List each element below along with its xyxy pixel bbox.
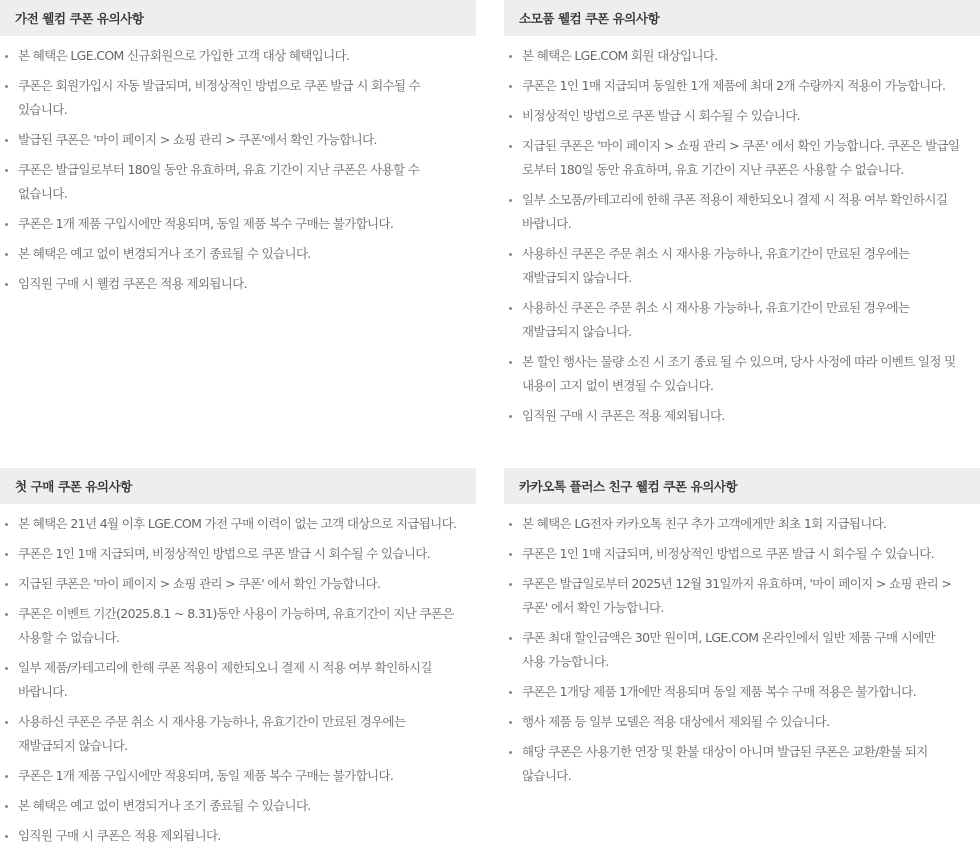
notice-item <box>504 626 980 674</box>
bullet-icon <box>5 613 8 616</box>
bullet-icon <box>5 523 8 526</box>
notice-item <box>0 542 476 566</box>
welcome-appliance-coupon-notice <box>0 0 476 302</box>
bullet-icon <box>509 721 512 724</box>
notice-item <box>504 134 980 182</box>
notice-item <box>504 296 980 344</box>
notice-text: 본 할인 행사는 물량 소진 시 조기 종료 될 수 있으며, 당사 사정에 따라 이벤트 일정 및 내용이 고지 없이 변경될 수 있습니다. <box>522 354 956 393</box>
panel-header <box>0 468 476 504</box>
notice-text: 본 혜택은 LGE.COM 회원 대상입니다. <box>522 48 718 63</box>
panel-header <box>504 468 980 504</box>
notice-text: 쿠폰은 1개 제품 구입시에만 적용되며, 동일 제품 복수 구매는 불가합니다. <box>18 216 394 231</box>
notice-text: 지급된 쿠폰은 '마이 페이지 > 쇼핑 관리 > 쿠폰' 에서 확인 가능합니다. <box>18 576 381 591</box>
bullet-icon <box>5 223 8 226</box>
bullet-icon <box>5 55 8 58</box>
notice-item <box>0 794 476 818</box>
bullet-icon <box>5 553 8 556</box>
notice-item <box>0 242 476 266</box>
notice-text: 쿠폰 최대 할인금액은 30만 원이며, LGE.COM 온라인에서 일반 제품 구매 시에만 사용 가능합니다. <box>522 630 935 669</box>
bullet-icon <box>509 253 512 256</box>
notice-item <box>0 602 476 650</box>
notice-text: 일부 소모품/카테고리에 한해 쿠폰 적용이 제한되오니 결제 시 적용 여부 확인하시길 바랍니다. <box>522 192 948 231</box>
panel-title: 카카오톡 플러스 친구 웰컴 쿠폰 유의사항 <box>519 479 738 494</box>
bullet-icon <box>5 139 8 142</box>
notice-list <box>504 504 980 788</box>
notice-item <box>0 710 476 758</box>
notice-list <box>0 36 476 296</box>
notice-item <box>504 350 980 398</box>
notice-text: 사용하신 쿠폰은 주문 취소 시 재사용 가능하나, 유효기간이 만료된 경우에는 재발급되지 않습니다. <box>522 300 910 339</box>
notice-text: 사용하신 쿠폰은 주문 취소 시 재사용 가능하나, 유효기간이 만료된 경우에는 재발급되지 않습니다. <box>18 714 406 753</box>
notice-item <box>504 104 980 128</box>
notice-item <box>0 572 476 596</box>
panel-header <box>0 0 476 36</box>
notice-text: 쿠폰은 1개당 제품 1개에만 적용되며 동일 제품 복수 구매 적용은 불가합니다. <box>522 684 916 699</box>
notice-text: 임직원 구매 시 쿠폰은 적용 제외됩니다. <box>18 828 221 843</box>
notice-text: 쿠폰은 발급일로부터 2025년 12월 31일까지 유효하며, '마이 페이지 > 쇼핑 관리 > 쿠폰' 에서 확인 가능합니다. <box>522 576 952 615</box>
panel-header <box>504 0 980 36</box>
notice-list <box>0 504 476 848</box>
bullet-icon <box>5 85 8 88</box>
notice-text: 본 혜택은 예고 없이 변경되거나 조기 종료될 수 있습니다. <box>18 798 311 813</box>
consumable-welcome-coupon-notice <box>504 0 980 434</box>
bullet-icon <box>509 415 512 418</box>
notice-item <box>504 242 980 290</box>
notice-text: 사용하신 쿠폰은 주문 취소 시 재사용 가능하나, 유효기간이 만료된 경우에는 재발급되지 않습니다. <box>522 246 910 285</box>
panel-title: 소모품 웰컴 쿠폰 유의사항 <box>519 11 660 26</box>
bullet-icon <box>509 637 512 640</box>
bullet-icon <box>509 751 512 754</box>
notice-text: 행사 제품 등 일부 모델은 적용 대상에서 제외될 수 있습니다. <box>522 714 830 729</box>
notice-text: 쿠폰은 1인 1매 지급되며 동일한 1개 제품에 최대 2개 수량까지 적용이 가능합니다. <box>522 78 946 93</box>
notice-item <box>504 188 980 236</box>
bullet-icon <box>509 307 512 310</box>
notice-item <box>0 74 476 122</box>
bullet-icon <box>509 115 512 118</box>
notice-text: 본 혜택은 예고 없이 변경되거나 조기 종료될 수 있습니다. <box>18 246 311 261</box>
bullet-icon <box>509 85 512 88</box>
notice-item <box>504 542 980 566</box>
first-purchase-coupon-notice <box>0 468 476 854</box>
panel-title: 가전 웰컴 쿠폰 유의사항 <box>15 11 144 26</box>
bullet-icon <box>5 283 8 286</box>
notice-text: 쿠폰은 이벤트 기간(2025.8.1 ~ 8.31)동안 사용이 가능하며, 유효기간이 지난 쿠폰은 사용할 수 없습니다. <box>18 606 454 645</box>
bullet-icon <box>509 553 512 556</box>
notice-item <box>0 824 476 848</box>
bullet-icon <box>509 583 512 586</box>
notice-item <box>504 44 980 68</box>
notice-text: 쿠폰은 발급일로부터 180일 동안 유효하며, 유효 기간이 지난 쿠폰은 사용할 수 없습니다. <box>18 162 420 201</box>
notice-list <box>504 36 980 428</box>
notice-item <box>0 128 476 152</box>
bullet-icon <box>5 835 8 838</box>
notice-item <box>504 710 980 734</box>
notice-item <box>504 740 980 788</box>
notice-text: 임직원 구매 시 쿠폰은 적용 제외됩니다. <box>522 408 725 423</box>
notice-text: 비정상적인 방법으로 쿠폰 발급 시 회수될 수 있습니다. <box>522 108 800 123</box>
notice-item <box>504 404 980 428</box>
bullet-icon <box>5 169 8 172</box>
notice-text: 쿠폰은 회원가입시 자동 발급되며, 비정상적인 방법으로 쿠폰 발급 시 회수될 수 있습니다. <box>18 78 421 117</box>
bullet-icon <box>5 805 8 808</box>
notice-item <box>0 44 476 68</box>
notice-text: 본 혜택은 21년 4월 이후 LGE.COM 가전 구매 이력이 없는 고객 대상으로 지급됩니다. <box>18 516 457 531</box>
notice-item <box>0 272 476 296</box>
notice-text: 임직원 구매 시 웰컴 쿠폰은 적용 제외됩니다. <box>18 276 247 291</box>
kakaotalk-plus-friend-coupon-notice <box>504 468 980 794</box>
notice-text: 발급된 쿠폰은 '마이 페이지 > 쇼핑 관리 > 쿠폰'에서 확인 가능합니다. <box>18 132 377 147</box>
notice-item <box>0 512 476 536</box>
notice-item <box>0 212 476 236</box>
notice-text: 쿠폰은 1개 제품 구입시에만 적용되며, 동일 제품 복수 구매는 불가합니다. <box>18 768 394 783</box>
bullet-icon <box>509 691 512 694</box>
panel-title: 첫 구매 쿠폰 유의사항 <box>15 479 132 494</box>
notice-item <box>0 764 476 788</box>
notice-text: 본 혜택은 LG전자 카카오톡 친구 추가 고객에게만 최초 1회 지급됩니다. <box>522 516 887 531</box>
notice-text: 지급된 쿠폰은 '마이 페이지 > 쇼핑 관리 > 쿠폰' 에서 확인 가능합니다. 쿠폰은 발급일 로부터 180일 동안 유효하며, 유효 기간이 지난 쿠폰은 사용할 수 없습니다. <box>522 138 960 177</box>
notice-item <box>0 158 476 206</box>
bullet-icon <box>5 253 8 256</box>
notice-item <box>504 512 980 536</box>
notice-item <box>0 656 476 704</box>
notice-text: 쿠폰은 1인 1매 지급되며, 비정상적인 방법으로 쿠폰 발급 시 회수될 수 있습니다. <box>522 546 934 561</box>
bullet-icon <box>509 55 512 58</box>
notice-item <box>504 680 980 704</box>
bullet-icon <box>509 199 512 202</box>
bullet-icon <box>5 721 8 724</box>
notice-item <box>504 74 980 98</box>
notice-item <box>504 572 980 620</box>
notice-text: 일부 제품/카테고리에 한해 쿠폰 적용이 제한되오니 결제 시 적용 여부 확인하시길 바랍니다. <box>18 660 432 699</box>
notice-text: 해당 쿠폰은 사용기한 연장 및 환불 대상이 아니며 발급된 쿠폰은 교환/환불 되지 않습니다. <box>522 744 928 783</box>
bullet-icon <box>5 775 8 778</box>
notice-text: 본 혜택은 LGE.COM 신규회원으로 가입한 고객 대상 혜택입니다. <box>18 48 350 63</box>
bullet-icon <box>509 523 512 526</box>
bullet-icon <box>509 145 512 148</box>
notice-text: 쿠폰은 1인 1매 지급되며, 비정상적인 방법으로 쿠폰 발급 시 회수될 수 있습니다. <box>18 546 430 561</box>
bullet-icon <box>5 583 8 586</box>
bullet-icon <box>509 361 512 364</box>
bullet-icon <box>5 667 8 670</box>
